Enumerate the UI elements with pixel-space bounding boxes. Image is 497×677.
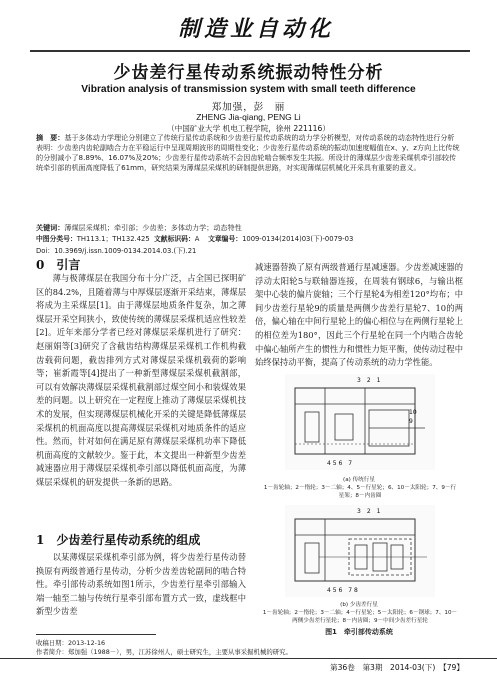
classification-line: [36, 234, 466, 244]
authors: 郑加强，彭 丽: [211, 102, 286, 113]
article-no-value: 1009-0134(2014)03(下)-0079-03: [242, 235, 354, 243]
footnote-rule: [36, 634, 156, 635]
clc-value: TH113.1；TH132.425: [76, 235, 150, 243]
keywords-label: 关键词：: [36, 223, 65, 232]
section1-heading: 1 少齿差行星传动系统的组成: [36, 533, 201, 547]
figure-b-caption-legend: 1－齿轮轴；2－惰轮；3－二轴；4－行星轮；5－太阳轮；6－钢球；7、10－两侧少齿差行星轮；8－内齿圈；9－中间少齿差行星轮: [262, 610, 458, 624]
clc-label: 中图分类号：: [36, 235, 77, 243]
figure-b-diagram: [285, 505, 435, 597]
figure-b-labels-bottom: 4 5 6 7 8: [327, 587, 358, 594]
affiliation: （中国矿业大学 机电工程学院，徐州 221116）: [167, 124, 330, 133]
figure-caption: 图1 牵引部传动系统: [325, 628, 393, 636]
figure-b-svg: [285, 505, 435, 597]
section1-text: 以某薄煤层采煤机牵引部为例，将少齿差行星传动替换原有两级普通行星传动，分析少齿差齿轮副间的啮合特性。牵引部传动系统如图1所示，少齿差行星牵引部输入端一轴至二轴与传统行星牵引部布置方式一致，虚线框中新型少齿差: [36, 552, 246, 617]
paper-title: 少齿差行星传动系统振动特性分析: [113, 63, 384, 83]
figure-a-labels-side: 10 9: [409, 409, 417, 425]
page-info: 第36卷 第3期 2014-03(下) 【79】: [330, 663, 464, 672]
english-authors: ZHENG Jia-qiang, PENG Li: [196, 112, 301, 122]
intro-text: 薄与极薄煤层在我国分布十分广泛，占全国已探明矿区的84.2%，且随着薄与中厚煤层逐渐开采结束，薄煤层将成为主采煤层[1]。由于薄煤层地质条件复杂，加之薄煤层开采空间狭小，致使传统的薄煤层采煤机适应性较差[2]。近年来部分学者已经对薄煤层采煤机进行了研究：赵丽娟等[3]研究了含截齿结构薄煤层采煤机工作机构截齿载荷问题，截齿排列方式对薄煤层采煤机载荷的影响等；崔新霞等[4]提出了一种新型薄煤层采煤机截割部，可以有效解决薄煤层采煤机截割部过煤空间小和装煤效果差的问题。以上研究在一定程度上推动了薄煤层采煤机技术的发展，但实现薄煤层机械化开采的关键是降低薄煤层采煤机的机面高度以提高薄煤层采煤机对地质条件的适应性。然而，针对如何在满足原有薄煤层采煤机功率下降低机面高度的文献较少。鉴于此，本文提出一种新型少齿差减速器应用于薄煤层采煤机牵引部以降低机面高度，为薄煤层采煤机的研发提供一条新的思路。: [36, 273, 246, 487]
article-no-label: 文章编号：: [208, 235, 243, 243]
received-date: 收稿日期：2013-12-16: [36, 639, 106, 647]
keywords-text: 薄煤层采煤机；牵引部；少齿差；多体动力学；动态特性: [64, 223, 242, 232]
page-bottom-rule: [0, 658, 497, 659]
right-column-text: 减速器替换了原有两级普通行星减速器。少齿差减速器的浮动太阳轮5与联轴器连接，在周装有钢球6，与输出框架中心装的偏片旋轴；三个行星轮4为相差120°均布；中间少齿差行星轮9的质量是两侧少齿差行星轮7、10的两倍，偏心轴在中间行星轮上的偏心相位与在两侧行星轮上的相位差为180°，因此三个行星轮在同一个内啮合齿轮中偏心轴所产生的惯性力和惯性力矩平衡，使传动过程中始终保持动平衡，提高了传动系统的动力学性能。: [255, 262, 463, 368]
figure-a-diagram: [285, 374, 435, 470]
figure-a-caption-label: (a) 传统行星: [343, 477, 375, 483]
figure-a-labels-bottom: 4 5 6 7: [327, 460, 353, 467]
figure-a-labels-top: 3 2 1: [357, 377, 381, 384]
abstract: [36, 133, 460, 173]
abstract-text: 基于多体动力学理论分别建立了传统行星传动系统和少齿差行星传动系统的动力学分析模型，对传动系统的动态特性进行分析表明：少齿差内齿轮副啮合力在平稳运行中呈现周期波形的周期性变化；少齿差行星传动系统的振动加速度幅值在x、y、z方向上比传统的分别减小了8.89%、16.07%及20%；少齿差行星传动系统不会因齿轮啮合频率发生共振。所设计的薄煤层少齿差采煤机牵引部较传统牵引部的机面高度降低了61mm，研究结果为薄煤层采煤机的研制提供思路，对实现薄煤层机械化开采具有重要的意义。: [36, 133, 460, 173]
doi: Doi：10.3969/j.issn.1009-0134.2014.03.(下).21: [36, 247, 197, 255]
english-title: Vibration analysis of transmission system with small teeth difference: [81, 84, 416, 95]
author-bio: 作者简介：郑加强（1988－），男，江苏徐州人，硕士研究生，主要从事采掘机械的研究。: [36, 648, 292, 656]
abstract-label: 摘 要：: [36, 133, 65, 142]
figure-a-caption-legend: 1－齿轮轴；2－惰轮；3－二轴；4、5－行星轮；6、10－太阳轮；7、9－行星架；8－内齿圈: [263, 485, 457, 499]
keywords: [36, 223, 466, 233]
figure-b-labels-top: 3 2 1: [357, 508, 381, 515]
doc-code-label: 文献标识码：: [154, 235, 195, 243]
journal-header-title: 制造业自动化: [178, 16, 335, 42]
intro-heading: 0 引言: [36, 258, 81, 272]
figure-b-caption-label: (b) 少齿差行星: [340, 602, 378, 608]
header-rule: [30, 50, 470, 52]
doc-code-value: A: [194, 235, 200, 243]
